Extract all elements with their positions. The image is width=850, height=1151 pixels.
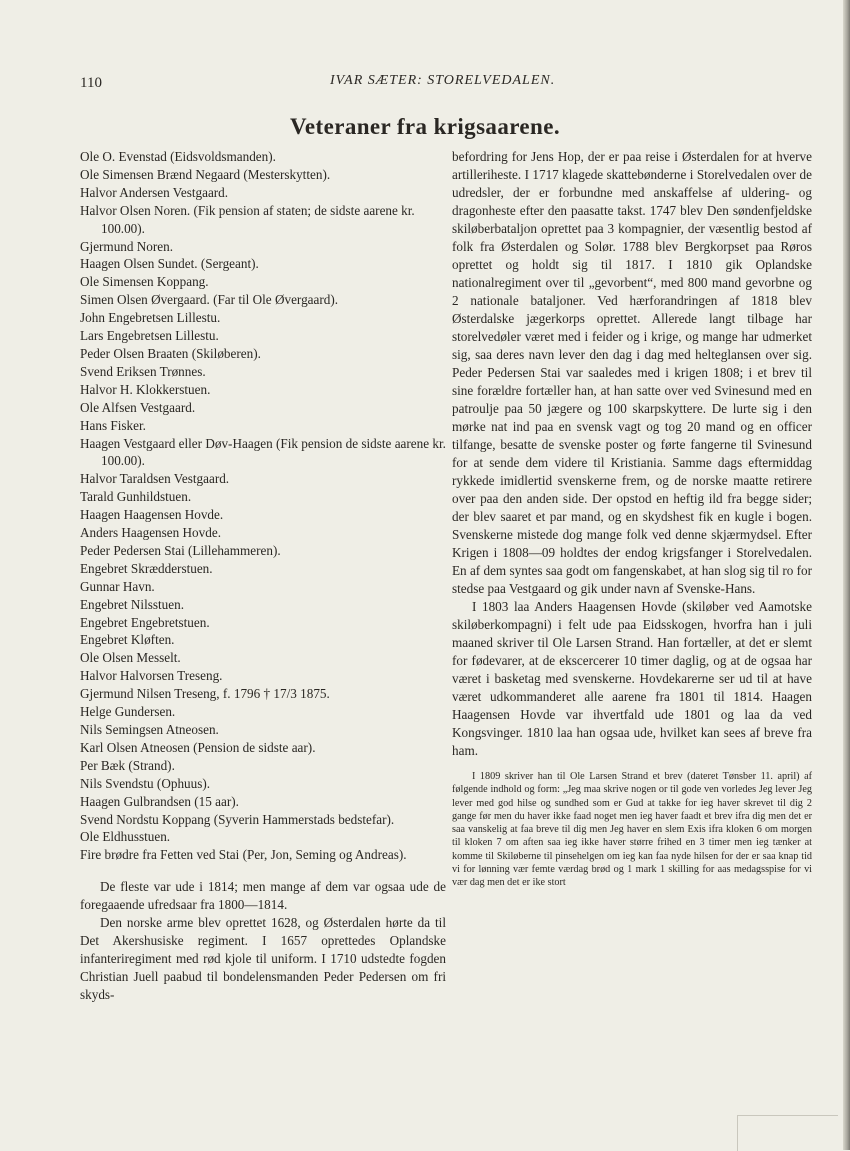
left-column (80, 148, 446, 1004)
list-item: Per Bæk (Strand). (80, 757, 175, 773)
body-paragraph: befordring for Jens Hop, der er paa reise i Østerdalen for at hverve artilleriheste. I 1717 klagede skattebønderne i Storelvedalen over de udredsler, der er forbundne med anskaffelse af uldering- og dragonheste efter den paasatte takst. 1747 blev Den søndenfjeldske skiløberbataljon oprettet paa 3 kompagnier, der væsentlig bestod af folk fra Østerdalen og Solør. 1788 blev Bergkorpset paa Røros oprettet og holdt sig til 1817. I 1810 gik Oplandske nationalregiment over til „gevorbent“, med 800 mand gevorbne og 2 nationale bataljoner. Ved hærforandringen af 1818 blev Østerdalske jægerkorps oprettet. Allerede langt tilbage har storelvedøler været med i feider og i krige, og mange har udmerket sig, saa deres navn lever den dag i dag med helteglansen over sig. Peder Pedersen Stai var saaledes med i krigen 1808; i et brev til sine forældre fortæller han, at han satte over ved Svinesund med en patroulje paa 50 jægere og 100 skarpskyttere. De lurte sig i den mørke nat ind paa en svensk vagt og tog 20 mand og en officer tilfange, besatte de svenske poster og førte fangerne til Svinesund for at sende dem videre til Kristiania. Samme dags eftermiddag rykkede imidlertid svenskerne frem, og de norske maatte retirere over paa den anden side. Der opstod en heftig ild fra begge sider; der blev saaret et par mand, og en skydshest fik en kugle i bogen. Svenskerne mistede dog mange folk ved denne skjærmydsel. Efter Krigen i 1808—09 holdtes der endog krigsfanger i Storelvedalen. En af dem syntes saa godt om fangenskabet, at han slog sig til ro for stedse paa Vestgaard og gik under navn af Svenske-Hans. (452, 149, 813, 596)
list-item: Engebret Engebretstuen. (80, 614, 210, 630)
list-item: Haagen Haagensen Hovde. (80, 507, 224, 523)
list-item: Ole Simensen Koppang. (80, 274, 209, 290)
list-item: Anders Haagensen Hovde. (80, 525, 221, 541)
list-item: Ole O. Evenstad (Eidsvoldsmanden). (80, 149, 276, 164)
list-item: Simen Olsen Øvergaard. (Far til Ole Øvergaard). (80, 292, 339, 308)
list-item: Haagen Gulbrandsen (15 aar). (80, 793, 239, 809)
list-item: Engebret Kløften. (80, 632, 175, 648)
running-head: IVAR SÆTER: STORELVEDALEN. (330, 73, 556, 88)
list-item: Lars Engebretsen Lillestu. (80, 328, 219, 344)
list-item: Gunnar Havn. (80, 578, 155, 594)
list-item: Haagen Vestgaard eller Døv-Haagen (Fik pension de sidste aarene kr. 100.00). (80, 435, 446, 469)
list-item: John Engebretsen Lillestu. (80, 310, 221, 326)
body-paragraph: De fleste var ude i 1814; men mange af dem var ogsaa ude de foregaaende ufredsaar fra 1800—1814. (80, 879, 446, 913)
list-item: Gjermund Noren. (80, 238, 174, 254)
list-item: Nils Semingsen Atneosen. (80, 722, 219, 737)
list-item: Ole Simensen Brænd Negaard (Mesterskytten). (80, 166, 331, 182)
scan-border (737, 1115, 838, 1151)
list-item: Halvor Halvorsen Treseng. (80, 668, 223, 684)
list-item: Ole Olsen Messelt. (80, 650, 181, 666)
list-item: Peder Pedersen Stai (Lillehammeren). (80, 542, 281, 558)
veteran-list (80, 148, 446, 864)
list-item: Halvor Olsen Noren. (Fik pension af staten; de sidste aarene kr. 100.00). (80, 202, 415, 236)
list-item: Svend Nordstu Koppang (Syverin Hammerstads bedstefar). (80, 811, 395, 827)
footnote: I 1809 skriver han til Ole Larsen Strand et brev (dateret Tønsber 11. april) af følgende indhold og form: „Jeg maa skrive nogen or til gode ven vorledes Jeg lever Jeg lever med god hilse og sundhed som er Gud at takke for ieg haver skrevet til dig 2 gange før men du haver ikke faad noget men ieg haver faadt et brev ifra dig men det er saa vanskelig at faa breve til dig men Jeg haver en slem Exis ifra kloken 6 om morgen til kloken 7 om aften saa ieg ikke haver større frihed en 3 timer men ieg tænker at komme til Skiløberne til pinsehelgen om ieg kan faa nyde hilsen for der er saa knap tid vi for lønning vær femte værdag brød og 1 mark 1 skilling for aas medagsspise for vi vær dag men det er ike stort (452, 771, 812, 889)
list-item: Fire brødre fra Fetten ved Stai (Per, Jon, Seming og Andreas). (80, 847, 407, 863)
body-paragraph: I 1803 laa Anders Haagensen Hovde (skiløber ved Aamotske skiløberkompagni) i felt ude paa Eidsskogen, hvorfra han i juli maaned skriver til Ole Larsen Strand. Han fortæller, at det er slemt for fødevarer, at de ekscercerer 10 timer daglig, og at de ogsaa har været i basketag med svenskerne. Hovdekarerne ser ud til at have været udkommanderet alle aarene fra 1801 til 1814. Haagen Haagensen Hovde var ihvertfald ude 1801 og laa da ved Kongsvinger. 1810 laa han ogsaa ude, hvilket kan sees af breve fra ham. (452, 599, 812, 758)
page-number: 110 (80, 75, 102, 91)
page-title: Veteraner fra krigsaarene. (290, 114, 560, 139)
list-item: Gjermund Nilsen Treseng, f. 1796 † 17/3 1875. (80, 686, 330, 702)
list-item: Halvor Taraldsen Vestgaard. (80, 471, 230, 487)
page-edge (843, 0, 850, 1150)
right-column (452, 148, 812, 890)
list-item: Nils Svendstu (Ophuus). (80, 775, 211, 791)
list-item: Helge Gundersen. (80, 704, 176, 720)
list-item: Hans Fisker. (80, 417, 146, 433)
list-item: Peder Olsen Braaten (Skiløberen). (80, 345, 261, 361)
body-paragraph: Den norske arme blev oprettet 1628, og Østerdalen hørte da til Det Akershusiske regiment. I 1657 oprettedes Oplandske infanteriregiment med rød kjole til uniform. I 1710 udstedte fogden Christian Juell paabud til bondelensmanden Peder Pedersen om fri skyds- (80, 915, 446, 1003)
list-item: Halvor Andersen Vestgaard. (80, 184, 229, 200)
list-item: Haagen Olsen Sundet. (Sergeant). (80, 256, 259, 272)
list-item: Tarald Gunhildstuen. (80, 489, 192, 505)
list-item: Svend Eriksen Trønnes. (80, 363, 206, 379)
list-item: Ole Alfsen Vestgaard. (80, 399, 196, 415)
list-item: Halvor H. Klokkerstuen. (80, 381, 211, 397)
list-item: Ole Eldhusstuen. (80, 829, 171, 845)
list-item: Karl Olsen Atneosen (Pension de sidste aar). (80, 739, 316, 755)
list-item: Engebret Skrædderstuen. (80, 560, 213, 576)
list-item: Engebret Nilsstuen. (80, 596, 185, 612)
